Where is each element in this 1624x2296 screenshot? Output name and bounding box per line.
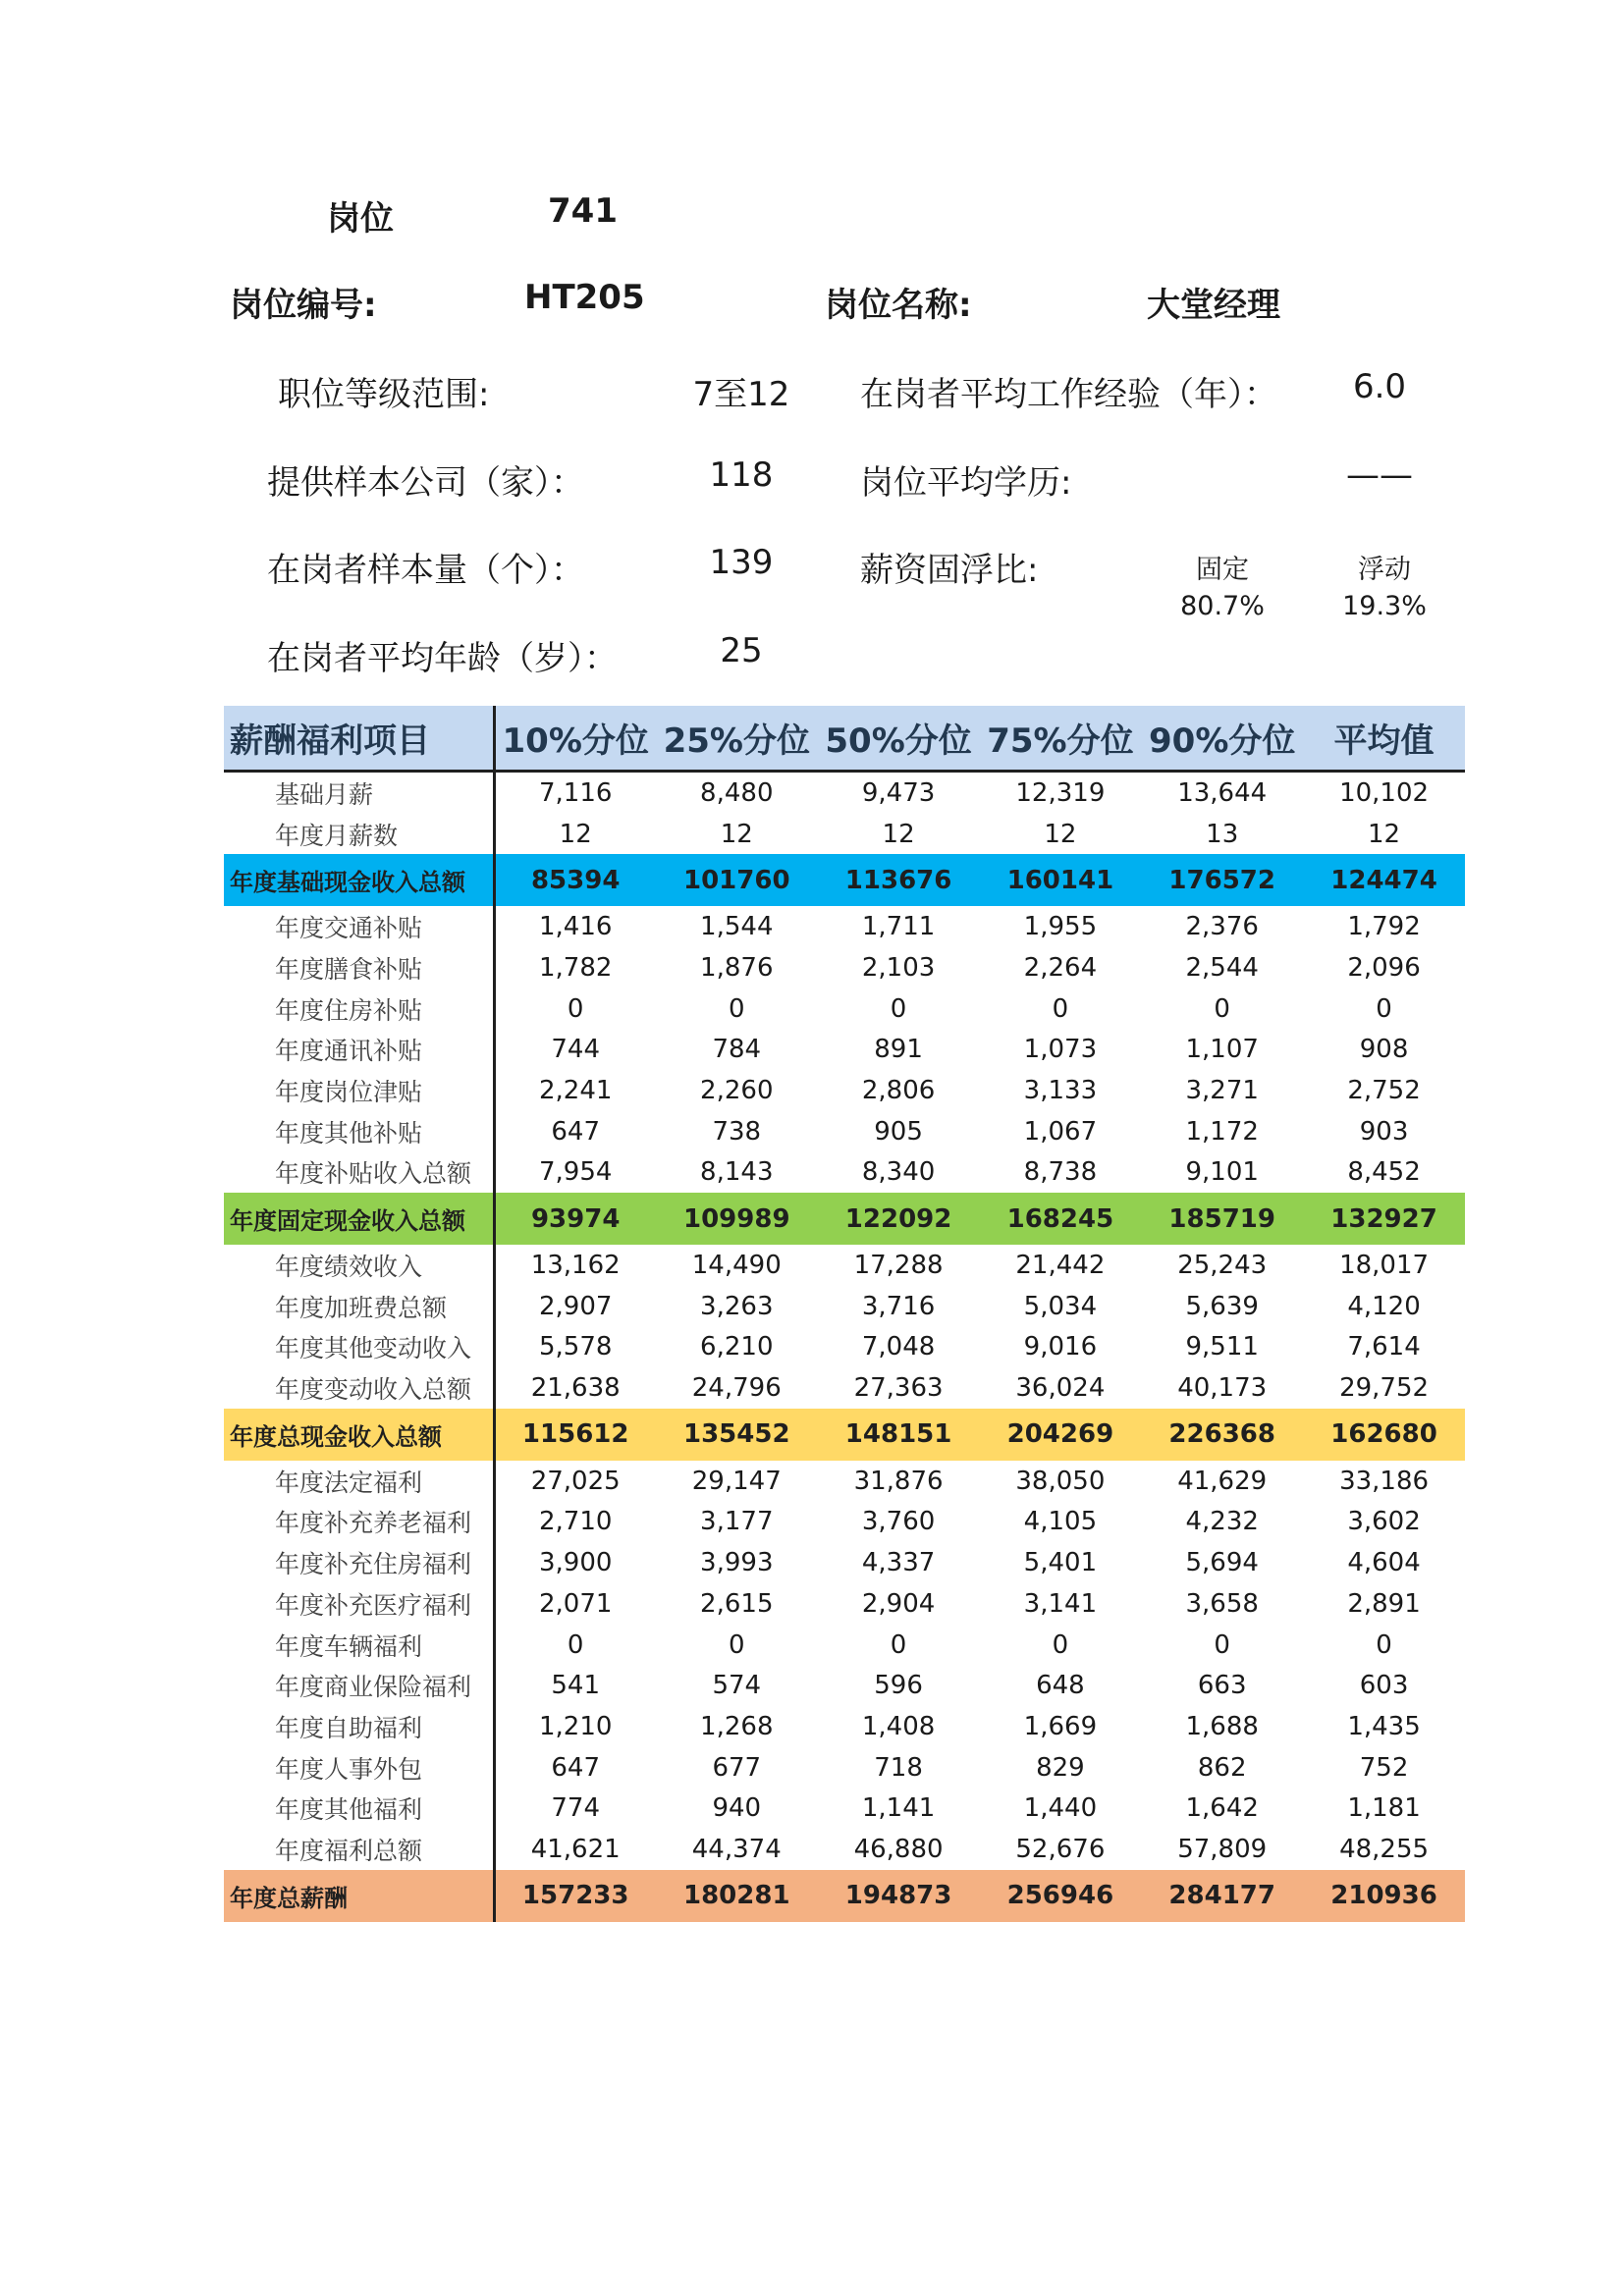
header-p25: 25%分位 bbox=[656, 706, 818, 772]
row-label: 年度法定福利 bbox=[224, 1461, 494, 1502]
table-row bbox=[224, 1583, 1465, 1625]
row-label: 年度其他补贴 bbox=[224, 1111, 494, 1152]
float-ratio-label: 浮动 bbox=[1358, 555, 1411, 585]
cell-value: 3,658 bbox=[1185, 1588, 1259, 1619]
cell-value: 541 bbox=[551, 1671, 601, 1701]
cell-value: 8,738 bbox=[1023, 1157, 1098, 1188]
cell-value: 33,186 bbox=[1339, 1466, 1430, 1496]
table-row bbox=[224, 1665, 1465, 1706]
cell-value: 2,806 bbox=[861, 1075, 936, 1105]
total-row bbox=[224, 1409, 1465, 1461]
cell-value: 194873 bbox=[818, 1870, 980, 1922]
sample-companies-value: 118 bbox=[709, 455, 774, 495]
cell-value: 744 bbox=[551, 1035, 601, 1065]
table-row bbox=[224, 1502, 1465, 1543]
cell-value: 0 bbox=[728, 1629, 745, 1660]
cell-value: 256946 bbox=[979, 1870, 1141, 1922]
experience-label: 在岗者平均工作经验（年）： bbox=[860, 375, 1277, 414]
average-age-value: 25 bbox=[720, 631, 763, 670]
cell-value: 1,210 bbox=[538, 1711, 613, 1741]
cell-value: 6,210 bbox=[700, 1332, 774, 1362]
cell-value: 647 bbox=[551, 1116, 601, 1147]
row-label: 年度补充医疗福利 bbox=[224, 1583, 494, 1625]
table-row bbox=[224, 1111, 1465, 1152]
salary-table-body bbox=[224, 772, 1465, 1922]
cell-value: 0 bbox=[567, 993, 584, 1024]
cell-value: 3,760 bbox=[861, 1507, 936, 1537]
cell-value: 0 bbox=[890, 1629, 907, 1660]
cell-value: 0 bbox=[1052, 1629, 1069, 1660]
header-p10: 10%分位 bbox=[494, 706, 656, 772]
cell-value: 5,401 bbox=[1023, 1548, 1098, 1578]
cell-value: 101760 bbox=[656, 854, 818, 906]
cell-value: 8,480 bbox=[700, 777, 774, 808]
cell-value: 13,644 bbox=[1177, 777, 1268, 808]
cell-value: 132927 bbox=[1303, 1193, 1465, 1245]
cell-value: 135452 bbox=[656, 1409, 818, 1461]
cell-value: 1,268 bbox=[700, 1711, 774, 1741]
cell-value: 12 bbox=[720, 819, 753, 849]
cell-value: 1,440 bbox=[1023, 1793, 1098, 1824]
cell-value: 2,891 bbox=[1347, 1588, 1421, 1619]
cell-value: 284177 bbox=[1141, 1870, 1303, 1922]
cell-value: 29,752 bbox=[1339, 1373, 1430, 1404]
cell-value: 3,716 bbox=[861, 1291, 936, 1321]
cell-value: 862 bbox=[1197, 1752, 1247, 1783]
cell-value: 204269 bbox=[979, 1409, 1141, 1461]
total-row bbox=[224, 854, 1465, 906]
float-ratio-value: 19.3% bbox=[1342, 591, 1427, 621]
row-label: 年度总现金收入总额 bbox=[224, 1409, 494, 1461]
cell-value: 1,782 bbox=[538, 952, 613, 983]
cell-value: 40,173 bbox=[1177, 1373, 1268, 1404]
cell-value: 210936 bbox=[1303, 1870, 1465, 1922]
cell-value: 44,374 bbox=[691, 1834, 782, 1864]
cell-value: 27,025 bbox=[530, 1466, 621, 1496]
cell-value: 115612 bbox=[494, 1409, 656, 1461]
education-value: —— bbox=[1346, 455, 1413, 495]
cell-value: 718 bbox=[874, 1752, 923, 1783]
table-row bbox=[224, 1029, 1465, 1070]
cell-value: 908 bbox=[1359, 1035, 1409, 1065]
cell-value: 13,162 bbox=[530, 1251, 621, 1281]
row-label: 年度自助福利 bbox=[224, 1706, 494, 1747]
cell-value: 0 bbox=[1376, 1629, 1392, 1660]
sample-size-value: 139 bbox=[709, 543, 774, 582]
post-label: 岗位 bbox=[327, 199, 394, 239]
row-label: 年度人事外包 bbox=[224, 1747, 494, 1789]
cell-value: 2,241 bbox=[538, 1075, 613, 1105]
cell-value: 0 bbox=[1376, 993, 1392, 1024]
cell-value: 2,376 bbox=[1185, 912, 1259, 942]
cell-value: 1,073 bbox=[1023, 1035, 1098, 1065]
row-label: 年度总薪酬 bbox=[224, 1870, 494, 1922]
row-label: 年度补充养老福利 bbox=[224, 1502, 494, 1543]
cell-value: 1,141 bbox=[861, 1793, 936, 1824]
cell-value: 4,232 bbox=[1185, 1507, 1259, 1537]
cell-value: 12 bbox=[559, 819, 592, 849]
cell-value: 14,490 bbox=[691, 1251, 782, 1281]
cell-value: 2,615 bbox=[700, 1588, 774, 1619]
table-row bbox=[224, 1070, 1465, 1111]
table-row bbox=[224, 1286, 1465, 1327]
cell-value: 0 bbox=[1052, 993, 1069, 1024]
cell-value: 2,260 bbox=[700, 1075, 774, 1105]
row-label: 年度月薪数 bbox=[224, 814, 494, 855]
cell-value: 17,288 bbox=[853, 1251, 944, 1281]
cell-value: 1,711 bbox=[861, 912, 936, 942]
cell-value: 3,141 bbox=[1023, 1588, 1098, 1619]
fixed-ratio-value: 80.7% bbox=[1180, 591, 1265, 621]
cell-value: 226368 bbox=[1141, 1409, 1303, 1461]
cell-value: 4,337 bbox=[861, 1548, 936, 1578]
cell-value: 1,107 bbox=[1185, 1035, 1259, 1065]
table-row bbox=[224, 906, 1465, 947]
row-label: 年度加班费总额 bbox=[224, 1286, 494, 1327]
cell-value: 5,694 bbox=[1185, 1548, 1259, 1578]
total-row bbox=[224, 1870, 1465, 1922]
table-row bbox=[224, 1461, 1465, 1502]
cell-value: 122092 bbox=[818, 1193, 980, 1245]
row-label: 年度其他变动收入 bbox=[224, 1327, 494, 1368]
row-label: 年度福利总额 bbox=[224, 1829, 494, 1870]
cell-value: 12 bbox=[1368, 819, 1401, 849]
cell-value: 21,638 bbox=[530, 1373, 621, 1404]
cell-value: 38,050 bbox=[1015, 1466, 1106, 1496]
cell-value: 1,792 bbox=[1347, 912, 1421, 942]
cell-value: 647 bbox=[551, 1752, 601, 1783]
cell-value: 24,796 bbox=[691, 1373, 782, 1404]
cell-value: 18,017 bbox=[1339, 1251, 1430, 1281]
cell-value: 0 bbox=[728, 993, 745, 1024]
cell-value: 1,955 bbox=[1023, 912, 1098, 942]
cell-value: 2,907 bbox=[538, 1291, 613, 1321]
cell-value: 5,578 bbox=[538, 1332, 613, 1362]
row-label: 年度住房补贴 bbox=[224, 988, 494, 1030]
post-number-value: HT205 bbox=[524, 278, 645, 317]
cell-value: 574 bbox=[712, 1671, 762, 1701]
education-label: 岗位平均学历: bbox=[860, 463, 1072, 503]
cell-value: 3,993 bbox=[700, 1548, 774, 1578]
row-label: 年度基础现金收入总额 bbox=[224, 854, 494, 906]
table-row bbox=[224, 1747, 1465, 1789]
cell-value: 157233 bbox=[494, 1870, 656, 1922]
cell-value: 13 bbox=[1206, 819, 1239, 849]
table-row bbox=[224, 1245, 1465, 1286]
grade-range-label: 职位等级范围: bbox=[278, 375, 490, 414]
cell-value: 2,071 bbox=[538, 1588, 613, 1619]
sample-companies-label: 提供样本公司（家）： bbox=[267, 463, 584, 503]
salary-table bbox=[224, 706, 1465, 1922]
cell-value: 185719 bbox=[1141, 1193, 1303, 1245]
cell-value: 2,752 bbox=[1347, 1075, 1421, 1105]
cell-value: 774 bbox=[551, 1793, 601, 1824]
row-label: 年度补充住房福利 bbox=[224, 1542, 494, 1583]
cell-value: 168245 bbox=[979, 1193, 1141, 1245]
cell-value: 1,416 bbox=[538, 912, 613, 942]
cell-value: 41,629 bbox=[1177, 1466, 1268, 1496]
header-p90: 90%分位 bbox=[1141, 706, 1303, 772]
cell-value: 52,676 bbox=[1015, 1834, 1106, 1864]
table-row bbox=[224, 1367, 1465, 1409]
table-row bbox=[224, 988, 1465, 1030]
pay-ratio-label: 薪资固浮比: bbox=[860, 551, 1039, 590]
cell-value: 1,067 bbox=[1023, 1116, 1098, 1147]
row-label: 年度其他福利 bbox=[224, 1788, 494, 1829]
sample-size-label: 在岗者样本量（个）： bbox=[267, 551, 584, 590]
cell-value: 46,880 bbox=[853, 1834, 944, 1864]
cell-value: 2,710 bbox=[538, 1507, 613, 1537]
cell-value: 0 bbox=[567, 1629, 584, 1660]
cell-value: 9,101 bbox=[1185, 1157, 1259, 1188]
cell-value: 829 bbox=[1036, 1752, 1085, 1783]
table-row bbox=[224, 947, 1465, 988]
table-row bbox=[224, 1788, 1465, 1829]
cell-value: 176572 bbox=[1141, 854, 1303, 906]
post-value: 741 bbox=[548, 191, 618, 231]
cell-value: 603 bbox=[1359, 1671, 1409, 1701]
cell-value: 752 bbox=[1359, 1752, 1409, 1783]
cell-value: 648 bbox=[1036, 1671, 1085, 1701]
total-row bbox=[224, 1193, 1465, 1245]
cell-value: 1,172 bbox=[1185, 1116, 1259, 1147]
cell-value: 109989 bbox=[656, 1193, 818, 1245]
cell-value: 8,452 bbox=[1347, 1157, 1421, 1188]
cell-value: 738 bbox=[712, 1116, 762, 1147]
post-name-value: 大堂经理 bbox=[1147, 286, 1280, 325]
fixed-ratio-label: 固定 bbox=[1196, 555, 1249, 585]
cell-value: 905 bbox=[874, 1116, 923, 1147]
average-age-label: 在岗者平均年龄（岁）： bbox=[267, 639, 618, 678]
row-label: 年度变动收入总额 bbox=[224, 1367, 494, 1409]
cell-value: 5,034 bbox=[1023, 1291, 1098, 1321]
cell-value: 0 bbox=[1214, 1629, 1230, 1660]
cell-value: 21,442 bbox=[1015, 1251, 1106, 1281]
cell-value: 940 bbox=[712, 1793, 762, 1824]
cell-value: 891 bbox=[874, 1035, 923, 1065]
cell-value: 25,243 bbox=[1177, 1251, 1268, 1281]
cell-value: 9,016 bbox=[1023, 1332, 1098, 1362]
table-header-row bbox=[224, 706, 1465, 772]
cell-value: 1,642 bbox=[1185, 1793, 1259, 1824]
cell-value: 27,363 bbox=[853, 1373, 944, 1404]
cell-value: 2,904 bbox=[861, 1588, 936, 1619]
header-p50: 50%分位 bbox=[818, 706, 980, 772]
row-label: 年度通讯补贴 bbox=[224, 1029, 494, 1070]
row-label: 年度补贴收入总额 bbox=[224, 1152, 494, 1194]
cell-value: 29,147 bbox=[691, 1466, 782, 1496]
header-average: 平均值 bbox=[1303, 706, 1465, 772]
table-row bbox=[224, 1152, 1465, 1194]
cell-value: 2,264 bbox=[1023, 952, 1098, 983]
table-row bbox=[224, 1625, 1465, 1666]
cell-value: 2,544 bbox=[1185, 952, 1259, 983]
cell-value: 113676 bbox=[818, 854, 980, 906]
cell-value: 3,133 bbox=[1023, 1075, 1098, 1105]
cell-value: 677 bbox=[712, 1752, 762, 1783]
table-row bbox=[224, 814, 1465, 855]
cell-value: 148151 bbox=[818, 1409, 980, 1461]
cell-value: 124474 bbox=[1303, 854, 1465, 906]
cell-value: 1,435 bbox=[1347, 1711, 1421, 1741]
cell-value: 4,120 bbox=[1347, 1291, 1421, 1321]
cell-value: 1,181 bbox=[1347, 1793, 1421, 1824]
cell-value: 663 bbox=[1197, 1671, 1247, 1701]
cell-value: 1,688 bbox=[1185, 1711, 1259, 1741]
table-row bbox=[224, 1829, 1465, 1870]
cell-value: 2,103 bbox=[861, 952, 936, 983]
cell-value: 85394 bbox=[494, 854, 656, 906]
cell-value: 9,473 bbox=[861, 777, 936, 808]
cell-value: 903 bbox=[1359, 1116, 1409, 1147]
cell-value: 3,602 bbox=[1347, 1507, 1421, 1537]
cell-value: 41,621 bbox=[530, 1834, 621, 1864]
row-label: 年度商业保险福利 bbox=[224, 1665, 494, 1706]
cell-value: 0 bbox=[1214, 993, 1230, 1024]
post-name-label: 岗位名称: bbox=[825, 286, 972, 325]
table-row bbox=[224, 1706, 1465, 1747]
grade-range-value: 7至12 bbox=[692, 375, 790, 414]
row-label: 基础月薪 bbox=[224, 772, 494, 814]
cell-value: 4,105 bbox=[1023, 1507, 1098, 1537]
row-label: 年度交通补贴 bbox=[224, 906, 494, 947]
cell-value: 12,319 bbox=[1015, 777, 1106, 808]
cell-value: 3,271 bbox=[1185, 1075, 1259, 1105]
experience-value: 6.0 bbox=[1352, 367, 1407, 406]
cell-value: 8,143 bbox=[700, 1157, 774, 1188]
cell-value: 93974 bbox=[494, 1193, 656, 1245]
cell-value: 12 bbox=[1044, 819, 1077, 849]
row-label: 年度固定现金收入总额 bbox=[224, 1193, 494, 1245]
cell-value: 7,614 bbox=[1347, 1332, 1421, 1362]
cell-value: 1,669 bbox=[1023, 1711, 1098, 1741]
table-row bbox=[224, 1542, 1465, 1583]
cell-value: 596 bbox=[874, 1671, 923, 1701]
row-label: 年度膳食补贴 bbox=[224, 947, 494, 988]
cell-value: 7,954 bbox=[538, 1157, 613, 1188]
cell-value: 160141 bbox=[979, 854, 1141, 906]
cell-value: 9,511 bbox=[1185, 1332, 1259, 1362]
cell-value: 57,809 bbox=[1177, 1834, 1268, 1864]
header-p75: 75%分位 bbox=[979, 706, 1141, 772]
cell-value: 36,024 bbox=[1015, 1373, 1106, 1404]
row-label: 年度车辆福利 bbox=[224, 1625, 494, 1666]
cell-value: 3,900 bbox=[538, 1548, 613, 1578]
cell-value: 7,048 bbox=[861, 1332, 936, 1362]
cell-value: 3,263 bbox=[700, 1291, 774, 1321]
cell-value: 1,544 bbox=[700, 912, 774, 942]
table-row bbox=[224, 772, 1465, 814]
row-label: 年度绩效收入 bbox=[224, 1245, 494, 1286]
cell-value: 3,177 bbox=[700, 1507, 774, 1537]
cell-value: 12 bbox=[882, 819, 915, 849]
cell-value: 784 bbox=[712, 1035, 762, 1065]
cell-value: 7,116 bbox=[538, 777, 613, 808]
cell-value: 48,255 bbox=[1339, 1834, 1430, 1864]
row-label: 年度岗位津贴 bbox=[224, 1070, 494, 1111]
table-row bbox=[224, 1327, 1465, 1368]
cell-value: 8,340 bbox=[861, 1157, 936, 1188]
header-item: 薪酬福利项目 bbox=[224, 706, 494, 772]
cell-value: 2,096 bbox=[1347, 952, 1421, 983]
cell-value: 1,876 bbox=[700, 952, 774, 983]
cell-value: 31,876 bbox=[853, 1466, 944, 1496]
cell-value: 5,639 bbox=[1185, 1291, 1259, 1321]
cell-value: 0 bbox=[890, 993, 907, 1024]
cell-value: 4,604 bbox=[1347, 1548, 1421, 1578]
cell-value: 180281 bbox=[656, 1870, 818, 1922]
post-number-label: 岗位编号: bbox=[230, 286, 377, 325]
cell-value: 10,102 bbox=[1339, 777, 1430, 808]
cell-value: 162680 bbox=[1303, 1409, 1465, 1461]
cell-value: 1,408 bbox=[861, 1711, 936, 1741]
